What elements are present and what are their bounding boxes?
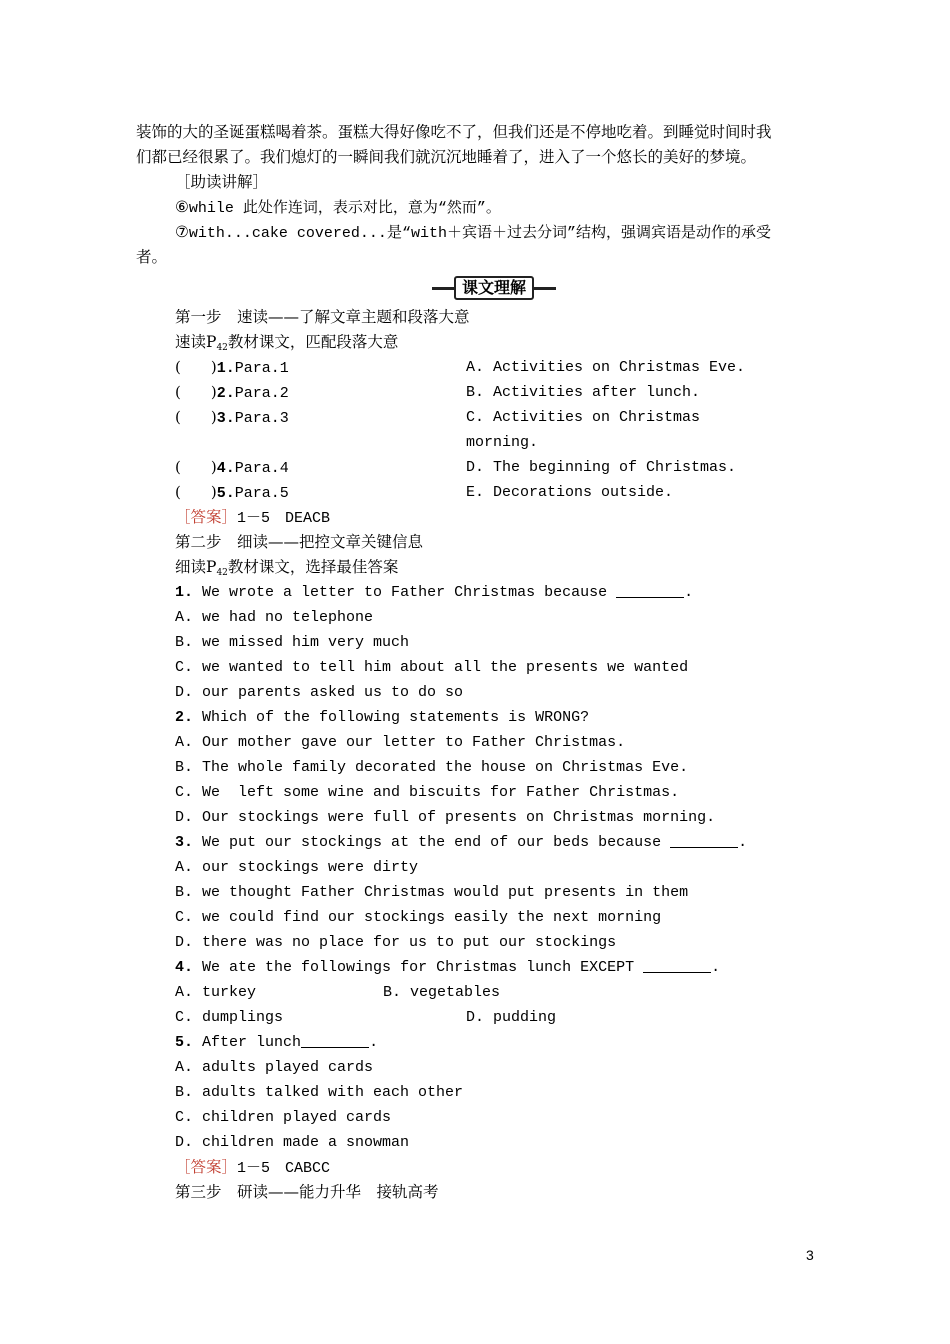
option: C. dumplings [175,1009,284,1026]
answer-paren[interactable]: ( ) [175,383,217,401]
step1-title: 第一步 速读——了解文章主题和段落大意 [175,308,470,326]
answer-text: 1－5 CABCC [237,1160,331,1177]
page-number: 3 [806,1247,814,1263]
question-stem: We ate the followings for Christmas lunch EXCEPT [202,959,635,976]
match-row [175,480,289,506]
option: D. our parents asked us to do so [175,684,464,701]
section-title: 课文理解 [454,276,534,300]
question-number: 4. [175,959,194,976]
option: B. we missed him very much [175,634,410,651]
answer-blank[interactable] [616,583,684,598]
step1-answer [175,505,330,531]
option: A. Our mother gave our letter to Father Christmas. [175,734,626,751]
note-6 [175,195,501,221]
question-stem: After lunch [202,1034,302,1051]
option: D. there was no place for us to put our stockings [175,934,617,951]
intro-line-1: 装饰的大的圣诞蛋糕喝着茶。蛋糕大得好像吃不了，但我们还是不停地吃着。到睡觉时间时我 [136,123,772,141]
answer-blank[interactable] [643,958,711,973]
match-para: Para.2 [234,385,289,402]
intro-line-2: 们都已经很累了。我们熄灯的一瞬间我们就沉沉地睡着了，进入了一个悠长的美好的梦境。 [136,148,757,166]
question-end: . [738,834,748,851]
question-end: . [711,959,721,976]
match-row [175,455,289,481]
answer-text: 1－5 DEACB [237,510,331,527]
option: A. adults played cards [175,1059,374,1076]
answer-paren[interactable]: ( ) [175,458,217,476]
step2-instruction-page: 42 [216,568,228,578]
option: C. We left some wine and biscuits for Father Christmas. [175,784,680,801]
match-number: 3. [216,410,235,427]
option: A. we had no telephone [175,609,374,626]
step1-instruction-page: 42 [216,343,228,353]
match-option-b: B. Activities after lunch. [466,384,701,401]
section-banner [432,276,556,300]
answer-blank[interactable] [670,833,738,848]
question-number: 5. [175,1034,194,1051]
option: B. we thought Father Christmas would put presents in them [175,884,689,901]
question-number: 3. [175,834,194,851]
answer-label: ［答案］ [175,1158,238,1176]
option: C. children played cards [175,1109,392,1126]
option: C. we wanted to tell him about all the presents we wanted [175,659,689,676]
match-option-c: C. Activities on Christmas [466,409,701,426]
match-para: Para.4 [234,460,289,477]
question-2 [175,705,589,730]
match-option-e: E. Decorations outside. [466,484,674,501]
match-para: Para.1 [234,360,289,377]
note-6-text: while 此处作连词，表示对比，意为“然而”。 [188,200,501,217]
step1-instruction-pre: 速读P [175,333,217,351]
match-number: 4. [216,460,235,477]
option: D. pudding [466,1009,557,1026]
step2-title: 第二步 细读——把控文章关键信息 [175,533,424,551]
match-para: Para.5 [234,485,289,502]
answer-label: ［答案］ [175,508,238,526]
note-6-mark: ⑥ [175,198,189,216]
question-end: . [369,1034,379,1051]
option: B. vegetables [383,984,501,1001]
option: A. turkey [175,984,257,1001]
note-7 [175,220,771,246]
step2-answer [175,1155,330,1181]
answer-paren[interactable]: ( ) [175,408,217,426]
match-option-a: A. Activities on Christmas Eve. [466,359,746,376]
match-number: 2. [216,385,235,402]
banner-right-bar [534,287,556,290]
question-4 [175,955,720,980]
step2-instruction-pre: 细读P [175,558,217,576]
question-stem: We wrote a letter to Father Christmas because [202,584,608,601]
match-para: Para.3 [234,410,289,427]
step1-instruction-post: 教材课文，匹配段落大意 [227,333,399,351]
answer-paren[interactable]: ( ) [175,483,217,501]
question-3 [175,830,747,855]
match-option-d: D. The beginning of Christmas. [466,459,737,476]
match-option-c-continued: morning. [466,434,539,451]
note-7-continued: 者。 [136,248,168,266]
match-number: 1. [216,360,235,377]
option: D. Our stockings were full of presents on Christmas morning. [175,809,716,826]
question-1 [175,580,693,605]
option: C. we could find our stockings easily the next morning [175,909,662,926]
match-row [175,405,289,431]
question-stem: We put our stockings at the end of our beds because [202,834,662,851]
option: D. children made a snowman [175,1134,410,1151]
question-stem: Which of the following statements is WRONG? [202,709,590,726]
notes-heading: ［助读讲解］ [175,173,269,191]
step3-title: 第三步 研读——能力升华 接轨高考 [175,1183,439,1201]
note-7-mark: ⑦ [175,223,189,241]
match-row [175,380,289,406]
option: B. The whole family decorated the house on Christmas Eve. [175,759,689,776]
question-end: . [684,584,694,601]
question-number: 2. [175,709,194,726]
question-5 [175,1030,378,1055]
banner-left-bar [432,287,454,290]
question-number: 1. [175,584,194,601]
match-row [175,355,289,381]
match-number: 5. [216,485,235,502]
answer-blank[interactable] [301,1033,369,1048]
step2-instruction-post: 教材课文，选择最佳答案 [227,558,399,576]
answer-paren[interactable]: ( ) [175,358,217,376]
option: A. our stockings were dirty [175,859,419,876]
note-7-text: with...cake covered...是“with＋宾语＋过去分词”结构，强调宾语是动作的承受 [188,225,771,242]
option: B. adults talked with each other [175,1084,464,1101]
